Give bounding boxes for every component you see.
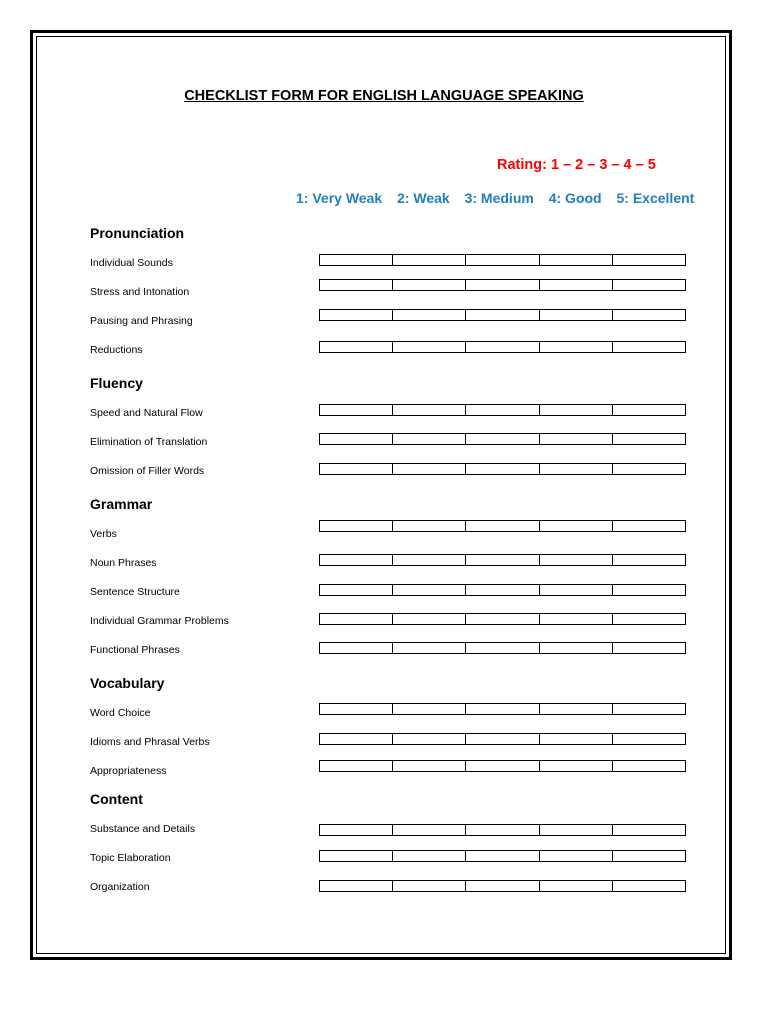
rating-cell-5[interactable] bbox=[613, 704, 685, 714]
rating-boxes[interactable] bbox=[319, 404, 686, 416]
section-heading: Vocabulary bbox=[90, 675, 165, 691]
item-label: Verbs bbox=[90, 528, 117, 540]
page-inner-border bbox=[36, 36, 726, 954]
rating-cell-5[interactable] bbox=[613, 342, 685, 352]
item-label: Speed and Natural Flow bbox=[90, 407, 203, 419]
rating-cell-4[interactable] bbox=[540, 614, 613, 624]
rating-cell-2[interactable] bbox=[393, 643, 466, 653]
rating-boxes[interactable] bbox=[319, 309, 686, 321]
rating-cell-1[interactable] bbox=[320, 255, 393, 265]
rating-cell-5[interactable] bbox=[613, 643, 685, 653]
rating-cell-2[interactable] bbox=[393, 825, 466, 835]
item-label: Omission of Filler Words bbox=[90, 465, 205, 477]
rating-cell-3[interactable] bbox=[466, 405, 539, 415]
rating-cell-2[interactable] bbox=[393, 521, 466, 531]
rating-cell-1[interactable] bbox=[320, 464, 393, 474]
rating-cell-4[interactable] bbox=[540, 585, 613, 595]
legend-item: 4: Good bbox=[548, 190, 602, 206]
rating-cell-5[interactable] bbox=[613, 881, 685, 891]
rating-cell-3[interactable] bbox=[466, 310, 539, 320]
rating-cell-1[interactable] bbox=[320, 825, 393, 835]
rating-boxes[interactable] bbox=[319, 279, 686, 291]
item-label: Pausing and Phrasing bbox=[90, 315, 193, 327]
rating-cell-1[interactable] bbox=[320, 342, 393, 352]
rating-boxes[interactable] bbox=[319, 463, 686, 475]
rating-cell-1[interactable] bbox=[320, 761, 393, 771]
rating-cell-2[interactable] bbox=[393, 704, 466, 714]
rating-cell-1[interactable] bbox=[320, 434, 393, 444]
rating-cell-2[interactable] bbox=[393, 734, 466, 744]
rating-cell-5[interactable] bbox=[613, 555, 685, 565]
item-label: Sentence Structure bbox=[90, 586, 180, 598]
rating-cell-2[interactable] bbox=[393, 434, 466, 444]
rating-cell-2[interactable] bbox=[393, 310, 466, 320]
rating-cell-5[interactable] bbox=[613, 255, 685, 265]
rating-cell-1[interactable] bbox=[320, 704, 393, 714]
rating-cell-3[interactable] bbox=[466, 464, 539, 474]
item-label: Topic Elaboration bbox=[90, 852, 171, 864]
rating-cell-3[interactable] bbox=[466, 434, 539, 444]
rating-cell-4[interactable] bbox=[540, 881, 613, 891]
rating-boxes[interactable] bbox=[319, 520, 686, 532]
rating-cell-3[interactable] bbox=[466, 255, 539, 265]
rating-cell-3[interactable] bbox=[466, 825, 539, 835]
rating-cell-4[interactable] bbox=[540, 734, 613, 744]
rating-cell-2[interactable] bbox=[393, 761, 466, 771]
rating-cell-3[interactable] bbox=[466, 643, 539, 653]
rating-cell-3[interactable] bbox=[466, 585, 539, 595]
rating-cell-3[interactable] bbox=[466, 555, 539, 565]
rating-cell-1[interactable] bbox=[320, 310, 393, 320]
rating-cell-5[interactable] bbox=[613, 734, 685, 744]
rating-scale: Rating: 1 – 2 – 3 – 4 – 5 bbox=[497, 157, 656, 173]
legend-item: 2: Weak bbox=[397, 190, 450, 206]
section-heading: Grammar bbox=[90, 496, 153, 512]
rating-cell-1[interactable] bbox=[320, 585, 393, 595]
item-label: Functional Phrases bbox=[90, 644, 180, 656]
rating-boxes[interactable] bbox=[319, 254, 686, 266]
section-heading: Pronunciation bbox=[90, 225, 185, 241]
rating-boxes[interactable] bbox=[319, 613, 686, 625]
item-label: Individual Sounds bbox=[90, 257, 173, 269]
rating-cell-2[interactable] bbox=[393, 405, 466, 415]
rating-cell-4[interactable] bbox=[540, 825, 613, 835]
rating-cell-4[interactable] bbox=[540, 255, 613, 265]
section-heading: Fluency bbox=[90, 375, 143, 391]
item-label: Word Choice bbox=[90, 707, 151, 719]
section-heading: Content bbox=[90, 791, 143, 807]
rating-boxes[interactable] bbox=[319, 642, 686, 654]
rating-cell-1[interactable] bbox=[320, 851, 393, 861]
rating-cell-3[interactable] bbox=[466, 761, 539, 771]
rating-boxes[interactable] bbox=[319, 554, 686, 566]
rating-boxes[interactable] bbox=[319, 341, 686, 353]
rating-cell-3[interactable] bbox=[466, 704, 539, 714]
rating-cell-4[interactable] bbox=[540, 643, 613, 653]
rating-cell-2[interactable] bbox=[393, 464, 466, 474]
item-label: Organization bbox=[90, 881, 150, 893]
rating-cell-2[interactable] bbox=[393, 555, 466, 565]
legend-item: 3: Medium bbox=[464, 190, 534, 206]
rating-boxes[interactable] bbox=[319, 733, 686, 745]
item-label: Stress and Intonation bbox=[90, 286, 190, 298]
rating-cell-1[interactable] bbox=[320, 405, 393, 415]
rating-cell-2[interactable] bbox=[393, 280, 466, 290]
rating-cell-2[interactable] bbox=[393, 851, 466, 861]
rating-cell-5[interactable] bbox=[613, 464, 685, 474]
item-label: Noun Phrases bbox=[90, 557, 157, 569]
rating-boxes[interactable] bbox=[319, 703, 686, 715]
rating-cell-4[interactable] bbox=[540, 405, 613, 415]
rating-cell-5[interactable] bbox=[613, 585, 685, 595]
rating-boxes[interactable] bbox=[319, 880, 686, 892]
rating-boxes[interactable] bbox=[319, 433, 686, 445]
item-label: Appropriateness bbox=[90, 765, 167, 777]
rating-cell-2[interactable] bbox=[393, 614, 466, 624]
rating-cell-5[interactable] bbox=[613, 405, 685, 415]
form-title: CHECKLIST FORM FOR ENGLISH LANGUAGE SPEAKING bbox=[184, 88, 584, 104]
item-label: Reductions bbox=[90, 344, 143, 356]
rating-cell-1[interactable] bbox=[320, 555, 393, 565]
rating-cell-1[interactable] bbox=[320, 881, 393, 891]
rating-cell-3[interactable] bbox=[466, 851, 539, 861]
rating-cell-5[interactable] bbox=[613, 851, 685, 861]
rating-cell-3[interactable] bbox=[466, 614, 539, 624]
rating-cell-2[interactable] bbox=[393, 255, 466, 265]
rating-cell-1[interactable] bbox=[320, 734, 393, 744]
rating-cell-5[interactable] bbox=[613, 761, 685, 771]
rating-cell-1[interactable] bbox=[320, 280, 393, 290]
rating-boxes[interactable] bbox=[319, 850, 686, 862]
item-label: Substance and Details bbox=[90, 823, 196, 835]
rating-cell-4[interactable] bbox=[540, 464, 613, 474]
rating-boxes[interactable] bbox=[319, 760, 686, 772]
item-label: Individual Grammar Problems bbox=[90, 615, 229, 627]
rating-cell-4[interactable] bbox=[540, 310, 613, 320]
legend-item: 1: Very Weak bbox=[296, 190, 383, 206]
rating-cell-2[interactable] bbox=[393, 342, 466, 352]
rating-legend bbox=[296, 190, 694, 206]
rating-cell-5[interactable] bbox=[613, 280, 685, 290]
rating-cell-3[interactable] bbox=[466, 280, 539, 290]
item-label: Idioms and Phrasal Verbs bbox=[90, 736, 210, 748]
rating-cell-1[interactable] bbox=[320, 614, 393, 624]
rating-cell-5[interactable] bbox=[613, 434, 685, 444]
rating-cell-4[interactable] bbox=[540, 434, 613, 444]
rating-cell-4[interactable] bbox=[540, 521, 613, 531]
rating-cell-3[interactable] bbox=[466, 521, 539, 531]
rating-cell-3[interactable] bbox=[466, 734, 539, 744]
rating-cell-3[interactable] bbox=[466, 342, 539, 352]
rating-boxes[interactable] bbox=[319, 824, 686, 836]
rating-cell-4[interactable] bbox=[540, 555, 613, 565]
legend-item: 5: Excellent bbox=[616, 190, 695, 206]
rating-cell-2[interactable] bbox=[393, 585, 466, 595]
rating-cell-4[interactable] bbox=[540, 342, 613, 352]
rating-cell-2[interactable] bbox=[393, 881, 466, 891]
item-label: Elimination of Translation bbox=[90, 436, 208, 448]
rating-cell-4[interactable] bbox=[540, 851, 613, 861]
rating-cell-1[interactable] bbox=[320, 521, 393, 531]
rating-cell-5[interactable] bbox=[613, 521, 685, 531]
rating-cell-5[interactable] bbox=[613, 310, 685, 320]
rating-cell-3[interactable] bbox=[466, 881, 539, 891]
rating-cell-1[interactable] bbox=[320, 643, 393, 653]
rating-cell-4[interactable] bbox=[540, 761, 613, 771]
rating-boxes[interactable] bbox=[319, 584, 686, 596]
rating-cell-4[interactable] bbox=[540, 280, 613, 290]
rating-cell-5[interactable] bbox=[613, 614, 685, 624]
rating-cell-4[interactable] bbox=[540, 704, 613, 714]
rating-cell-5[interactable] bbox=[613, 825, 685, 835]
